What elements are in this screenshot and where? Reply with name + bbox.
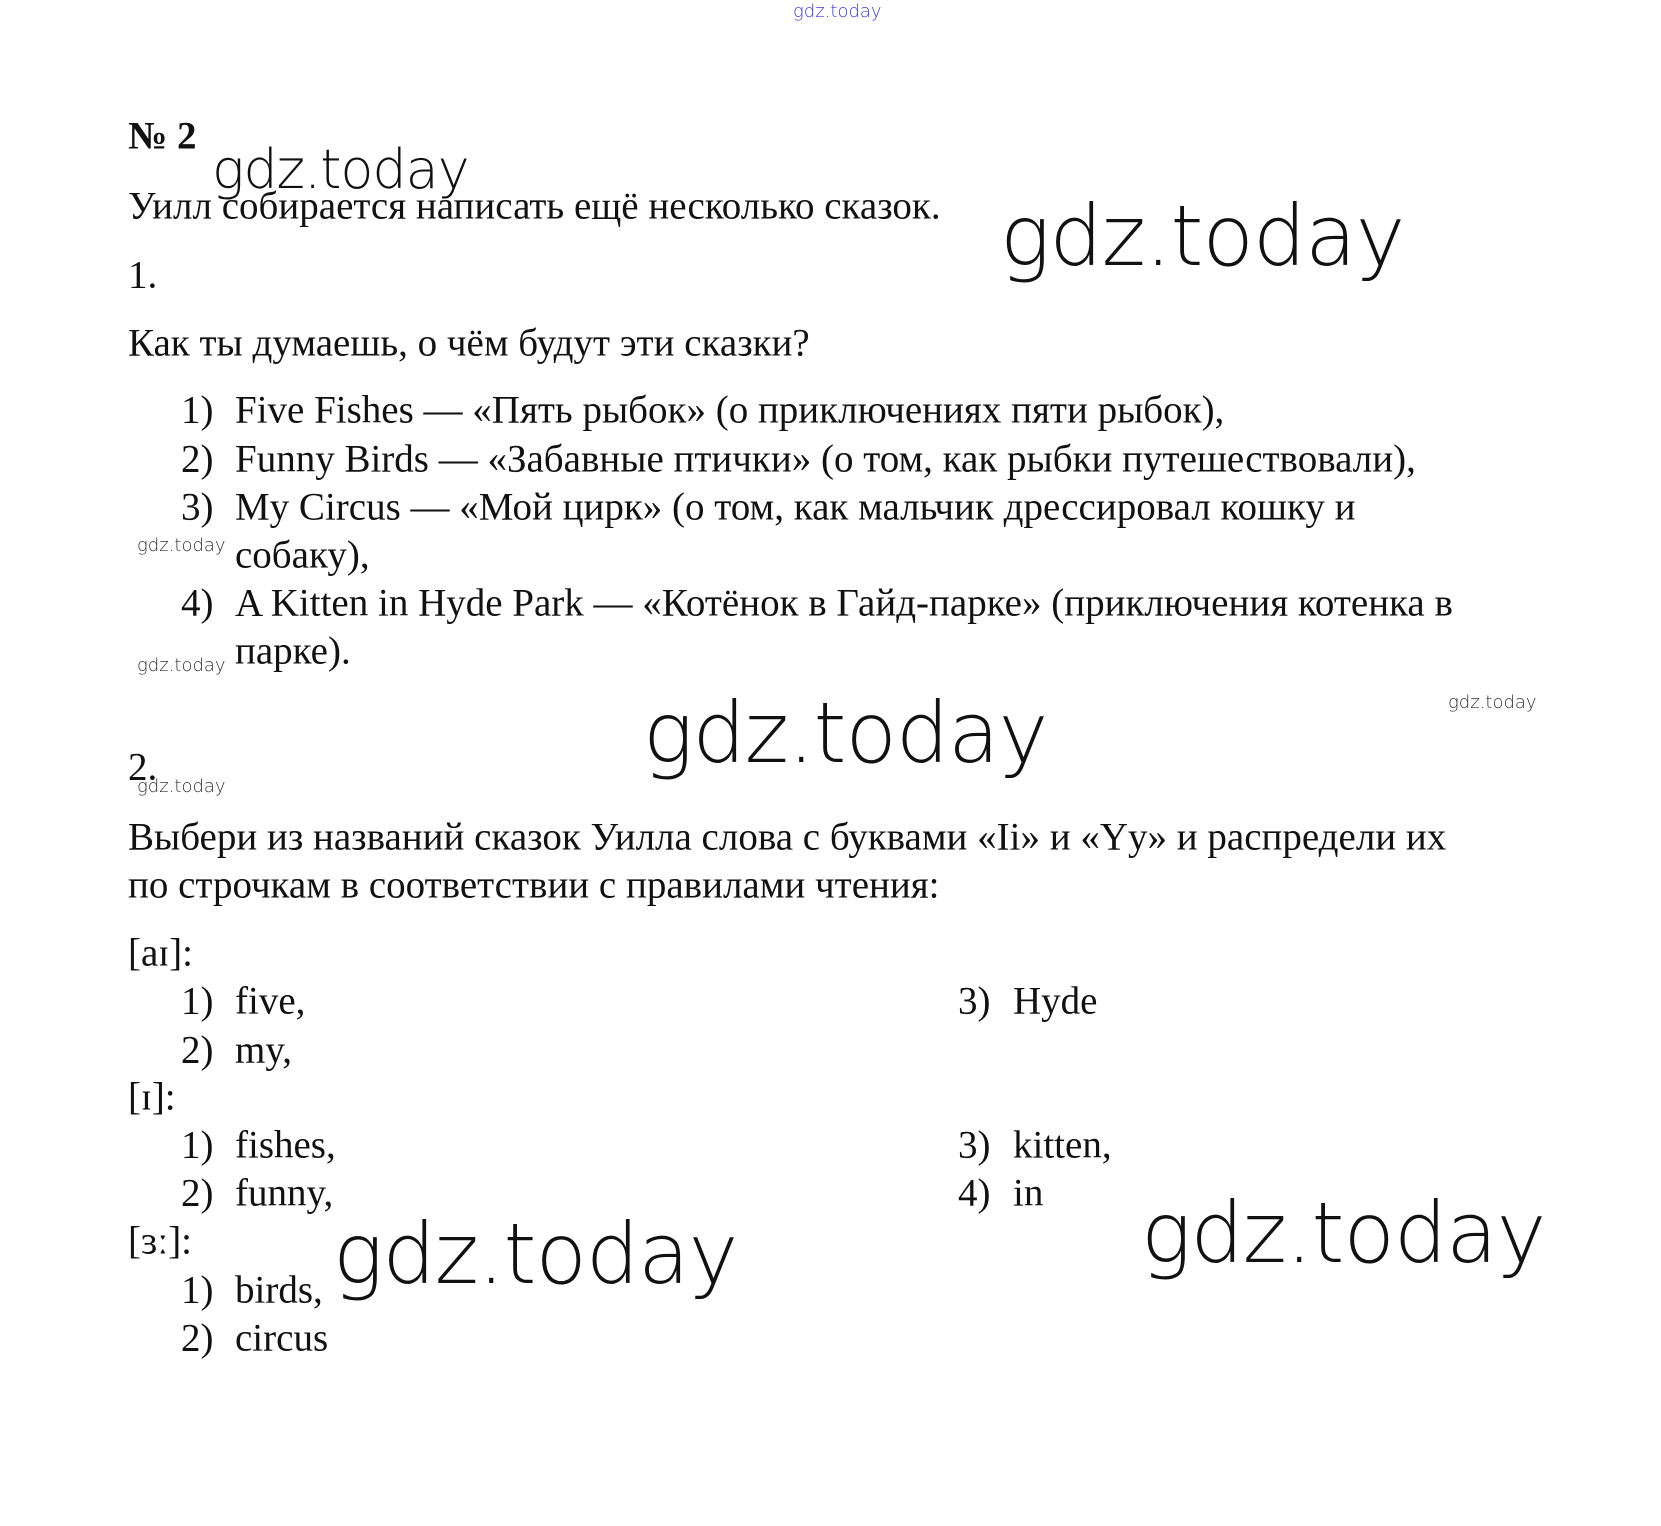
exercise-number: № 2 [128, 114, 197, 158]
answer-word: Hyde [1013, 979, 1098, 1023]
watermark-logo: gdz.today [137, 535, 226, 556]
task1-label: 1. [128, 253, 158, 297]
task2-question: по строчкам в соответствии с правилами чтения: [128, 863, 940, 907]
watermark-logo: gdz.today [137, 776, 226, 797]
answer-word: circus [235, 1316, 329, 1360]
answer-word: kitten, [1013, 1123, 1112, 1167]
answer-word: in [1013, 1171, 1044, 1215]
list-number: 3) [958, 1123, 991, 1167]
watermark-logo: gdz.today [137, 655, 226, 676]
watermark-logo: gdz.today [1448, 692, 1537, 713]
answer-word: fishes, [235, 1123, 336, 1167]
sound-label-ai: [aɪ]: [128, 931, 193, 975]
list-item: My Circus — «Мой цирк» (о том, как мальчик дрессировал кошку и [235, 485, 1356, 529]
list-item: Five Fishes — «Пять рыбок» (о приключениях пяти рыбок), [235, 388, 1225, 432]
watermark-logo: gdz.today [643, 684, 1048, 782]
intro-text: Уилл собирается написать ещё несколько сказок. [128, 184, 941, 228]
list-number: 1) [181, 388, 214, 432]
sound-label-i: [ɪ]: [128, 1075, 176, 1119]
answer-word: my, [235, 1028, 293, 1072]
watermark-logo: gdz.today [1141, 1184, 1546, 1282]
task2-label: 2. [128, 745, 158, 789]
watermark-logo: gdz.today [212, 138, 469, 201]
watermark-logo: gdz.today [333, 1205, 738, 1303]
sound-label-er: [ɜː]: [128, 1219, 193, 1263]
task2-question: Выбери из названий сказок Уилла слова с буквами «Ii» и «Yy» и распредели их [128, 815, 1447, 859]
task1-question: Как ты думаешь, о чём будут эти сказки? [128, 321, 810, 365]
list-number: 4) [958, 1171, 991, 1215]
list-number: 2) [181, 1028, 214, 1072]
list-item: Funny Birds — «Забавные птички» (о том, как рыбки путешествовали), [235, 437, 1416, 481]
list-number: 2) [181, 437, 214, 481]
watermark-logo: gdz.today [793, 1, 882, 22]
answer-word: funny, [235, 1171, 334, 1215]
list-number: 1) [181, 1123, 214, 1167]
list-item-continuation: собаку), [235, 533, 370, 577]
watermark-logo: gdz.today [1000, 187, 1405, 285]
list-number: 4) [181, 581, 214, 625]
list-number: 1) [181, 1268, 214, 1312]
list-item: A Kitten in Hyde Park — «Котёнок в Гайд-парке» (приключения котенка в [235, 581, 1453, 625]
list-number: 2) [181, 1171, 214, 1215]
answer-word: five, [235, 979, 306, 1023]
answer-word: birds, [235, 1268, 323, 1312]
list-number: 3) [958, 979, 991, 1023]
list-item-continuation: парке). [235, 629, 351, 673]
list-number: 1) [181, 979, 214, 1023]
list-number: 2) [181, 1316, 214, 1360]
list-number: 3) [181, 485, 214, 529]
